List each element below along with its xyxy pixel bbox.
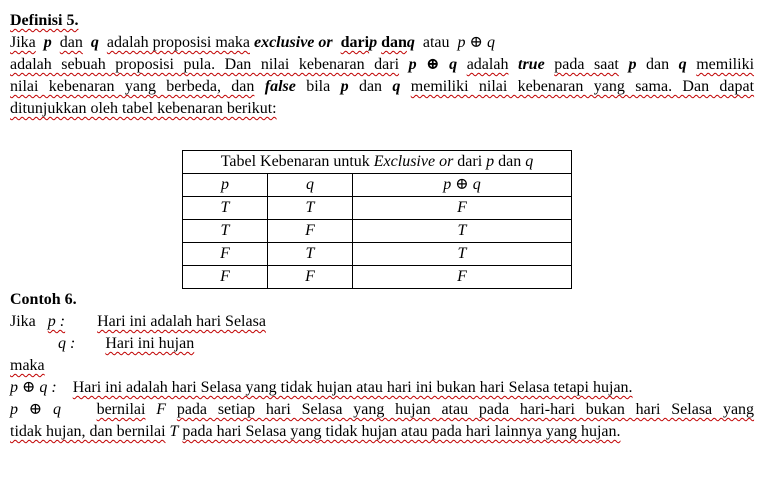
definition-line-3: nilai kebenaran yang berbeda, dan false bila p dan q memiliki nilai kebenaran yang sama. Dan dapat: [10, 78, 755, 95]
example-premise-p: Jika p : Hari ini adalah hari Selasa: [10, 313, 266, 330]
table-cell: T: [353, 220, 572, 243]
definition-line-4: ditunjukkan oleh tabel kebenaran berikut:: [10, 100, 277, 117]
example-result-1: p ⊕ q : Hari ini adalah hari Selasa yang tidak hujan atau hari ini bukan hari Selasa tetapi hujan.: [10, 379, 633, 396]
table-cell: T: [268, 243, 353, 266]
example-heading: Contoh 6.: [10, 291, 77, 308]
definition-line-2: adalah sebuah proposisi pula. Dan nilai kebenaran dari p ⊕ q adalah true pada saat p dan q memiliki: [10, 56, 755, 73]
truth-table: [182, 150, 572, 289]
table-header-cell: p ⊕ q: [353, 174, 572, 197]
example-result-2: p ⊕ q bernilai F pada setiap hari Selasa yang hujan atau pada hari-hari bukan hari Selasa yang: [10, 401, 755, 418]
example-section: [10, 289, 754, 443]
table-header-cell: p: [183, 174, 268, 197]
table-cell: T: [268, 197, 353, 220]
definition-line-1: Jika p dan q adalah proposisi maka exclusive or darip danq atau p ⊕ q: [10, 34, 495, 51]
table-cell: T: [353, 243, 572, 266]
table-cell: F: [353, 266, 572, 289]
table-cell: F: [183, 243, 268, 266]
table-row: [183, 266, 572, 289]
table-cell: F: [353, 197, 572, 220]
example-premise-q: q : Hari ini hujan: [58, 335, 195, 352]
table-cell: F: [183, 266, 268, 289]
table-cell: T: [183, 197, 268, 220]
table-row: [183, 197, 572, 220]
document-body: [10, 10, 754, 120]
table-caption: Tabel Kebenaran untuk Exclusive or dari p dan q: [183, 151, 572, 174]
table-header-row: [183, 174, 572, 197]
example-maka: maka: [10, 357, 45, 374]
definition-heading: Definisi 5.: [10, 12, 79, 29]
table-row: [183, 243, 572, 266]
table-cell: F: [268, 266, 353, 289]
example-result-3: tidak hujan, dan bernilai T pada hari Selasa yang tidak hujan atau pada hari lainnya yang hujan.: [10, 423, 621, 440]
table-cell: F: [268, 220, 353, 243]
table-header-cell: q: [268, 174, 353, 197]
table-cell: T: [183, 220, 268, 243]
table-row: [183, 220, 572, 243]
